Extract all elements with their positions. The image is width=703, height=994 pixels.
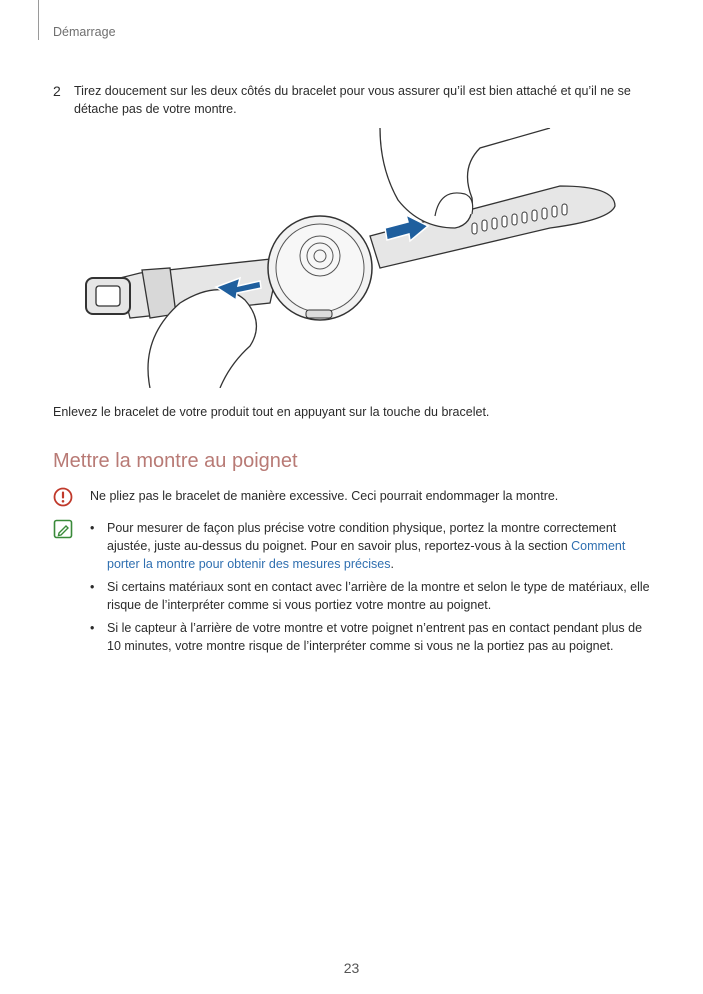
crown-button — [306, 310, 332, 318]
note-bullet-2: • Si certains matériaux sont en contact avec l’arrière de la montre et selon le type de matériaux, elle risque de l’interpréter comme si vous portiez votre montre au poignet. — [90, 578, 653, 614]
note-bullet-1 — [90, 519, 653, 573]
illustration-caption: Enlevez le bracelet de votre produit tout en appuyant sur la touche du bracelet. — [53, 405, 490, 419]
strap-illustration — [80, 128, 620, 388]
step-2 — [53, 82, 653, 118]
caution-text: Ne pliez pas le bracelet de manière excessive. Ceci pourrait endommager la montre. — [90, 489, 559, 503]
note-bullet-3: • Si le capteur à l’arrière de votre montre et votre poignet n’entrent pas en contact pendant plus de 10 minutes, votre montre risque de l’interpréter comme si vous ne la portiez pas au poignet. — [90, 619, 653, 655]
note-bullets — [90, 519, 653, 655]
note-icon — [53, 519, 73, 539]
header-rule — [38, 0, 39, 40]
note-bullet-1-end: . — [390, 557, 394, 571]
caution-notice — [53, 487, 558, 505]
section-title: Mettre la montre au poignet — [53, 450, 298, 472]
header-section-title: Démarrage — [53, 25, 116, 39]
page-number: 23 — [343, 960, 360, 976]
step-text: Tirez doucement sur les deux côtés du bracelet pour vous assurer qu’il est bien attaché et qu’il ne se détache pas de votre montre. — [74, 84, 631, 116]
note-bullet-1-text: Pour mesurer de façon plus précise votre condition physique, portez la montre correctement ajustée, juste au-dessus du poignet. Pour en savoir plus, reportez-vous à la section — [107, 521, 617, 553]
caution-icon — [53, 487, 73, 507]
note-notice — [53, 519, 653, 660]
step-number: 2 — [53, 83, 61, 99]
precise-measurement-link[interactable]: Comment porter la montre pour obtenir des mesures précises — [107, 539, 626, 571]
